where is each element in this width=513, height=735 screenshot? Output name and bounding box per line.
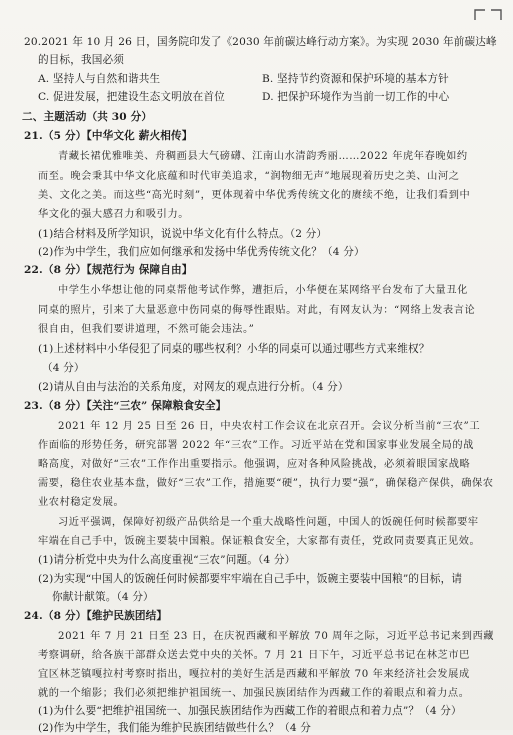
q22-heading: 22.（8 分）【规范行为 保障自由】 xyxy=(24,264,193,276)
q24-material-line2: 考察调研，给各族干部群众送去党中央的关怀。7 月 21 日下午，习近平总书记在林芝市巴 xyxy=(38,650,470,661)
q22-material-line3: 很自由，但我们要讲道理，不然可能会违法。” xyxy=(38,324,255,335)
q23-material-line2: 作面临的形势任务，研究部署 2022 年“三农”工作。习近平站在党和国家事业发展全局的战 xyxy=(38,440,474,451)
q22-subquestion-1-score: （4 分） xyxy=(42,362,85,374)
q22-material-line1: 中学生小华想让他的同桌帮他考试作弊，遭拒后，小华便在某网络平台发布了大量丑化 xyxy=(58,285,468,296)
q23-material-line1: 2021 年 12 月 25 日至 26 日，中央农村工作会议在北京召开。会议分析当前“三农”工 xyxy=(58,421,481,432)
q20-stem-line1: 20.2021 年 10 月 26 日，国务院印发了《2030 年前碳达峰行动方案》。为实现 2030 年前碳达峰 xyxy=(24,36,497,48)
q21-heading: 21.（5 分）【中华文化 薪火相传】 xyxy=(24,130,193,142)
q20-stem-line2: 的目标，我国必须 xyxy=(38,54,124,66)
q24-material-line3: 宜区林芝镇嘎拉村考察时指出，嘎拉村的美好生活是西藏和平解放 70 年来经济社会发展成 xyxy=(38,669,470,680)
q24-material-line4: 就的一个缩影；我们必须把维护祖国统一、加强民族团结作为西藏工作的着眼点和着力点。 xyxy=(38,688,470,699)
q23-material-line5: 业农村稳定发展。 xyxy=(38,497,125,508)
q20-option-d: D. 把保护环境作为当前一切工作的中心 xyxy=(262,91,450,103)
q21-material-line3: 美、文化之美。而这些“高光时刻”，更体现着中华优秀传统文化的赓续不绝，让我们看到中 xyxy=(38,190,471,201)
q21-material-line1: 青藏长裙优雅唯美、舟稠画县大气磅礴、江南山水清韵秀丽……2022 年虎年春晚如约 xyxy=(58,151,468,162)
q21-material-line2: 而至。晚会秉其中华文化底蕴和时代审美追求，“润物细无声”地展现着历史之美、山河之 xyxy=(38,171,460,182)
page-corner-icon xyxy=(471,6,505,28)
q23-material-line3: 略高度，对做好“三农”工作作出重要指示。他强调，应对各种风险挑战，必须着眼国家战略 xyxy=(38,459,471,470)
q21-material-line4: 华文化的强大感召力和吸引力。 xyxy=(38,209,190,220)
q22-subquestion-1: (1)上述材料中小华侵犯了同桌的哪些权利？小华的同桌可以通过哪些方式来维权？ xyxy=(38,343,430,355)
q23-heading: 23.（8 分）【关注“三农” 保障粮食安全】 xyxy=(24,400,227,412)
q23-material-line4: 需要，稳住农业基本盘，做好“三农”工作，措施要“硬”，执行力要“强”，确保稳产保供，确保农 xyxy=(38,478,494,489)
q22-material-line2: 同桌的照片，引来了大量恶意中伤同桌的侮辱性跟贴。对此，有网友认为：“网络上发表言论 xyxy=(38,305,476,316)
q20-option-b: B. 坚持节约资源和保护环境的基本方针 xyxy=(262,73,449,85)
q20-option-a: A. 坚持人与自然和谐共生 xyxy=(38,73,161,85)
q23-subquestion-1: (1)请分析党中央为什么高度重视“三农”问题。（4 分） xyxy=(38,554,296,566)
q24-heading: 24.（8 分）【维护民族团结】 xyxy=(24,610,168,622)
q21-subquestion-1: (1)结合材料及所学知识，说说中华文化有什么特点。（2 分） xyxy=(38,228,328,240)
section-2-heading: 二、主题活动（共 30 分） xyxy=(22,111,153,123)
q23-subquestion-2-cont: 你献计献策。（4 分） xyxy=(52,591,154,603)
q24-subquestion-2: (2)作为中学生，我们能为维护民族团结做些什么？（4 分 xyxy=(38,722,311,734)
q20-option-c: C. 促进发展，把建设生态文明放在首位 xyxy=(38,91,225,103)
q21-subquestion-2: (2)作为中学生，我们应如何继承和发扬中华优秀传统文化？（4 分） xyxy=(38,246,365,258)
q23-material-line7: 牢端在自己手中，饭碗主要装中国粮。保证粮食安全，大家都有责任，党政同责要真正见效。 xyxy=(38,536,481,547)
q23-material-line6: 习近平强调，保障好初级产品供给是一个重大战略性问题，中国人的饭碗任何时候都要牢 xyxy=(58,517,479,528)
q22-subquestion-2: (2)请从自由与法治的关系角度，对网友的观点进行分析。（4 分） xyxy=(38,381,349,393)
q24-subquestion-1: (1)为什么要“把维护祖国统一、加强民族团结作为西藏工作的着眼点和着力点”？（4 分） xyxy=(38,705,462,717)
q24-material-line1: 2021 年 7 月 21 日至 23 日，在庆祝西藏和平解放 70 周年之际，习近平总书记来到西藏 xyxy=(58,631,495,642)
q23-subquestion-2: (2)为实现“中国人的饭碗任何时候都要牢牢端在自己手中，饭碗主要装中国粮”的目标，请 xyxy=(38,573,463,585)
